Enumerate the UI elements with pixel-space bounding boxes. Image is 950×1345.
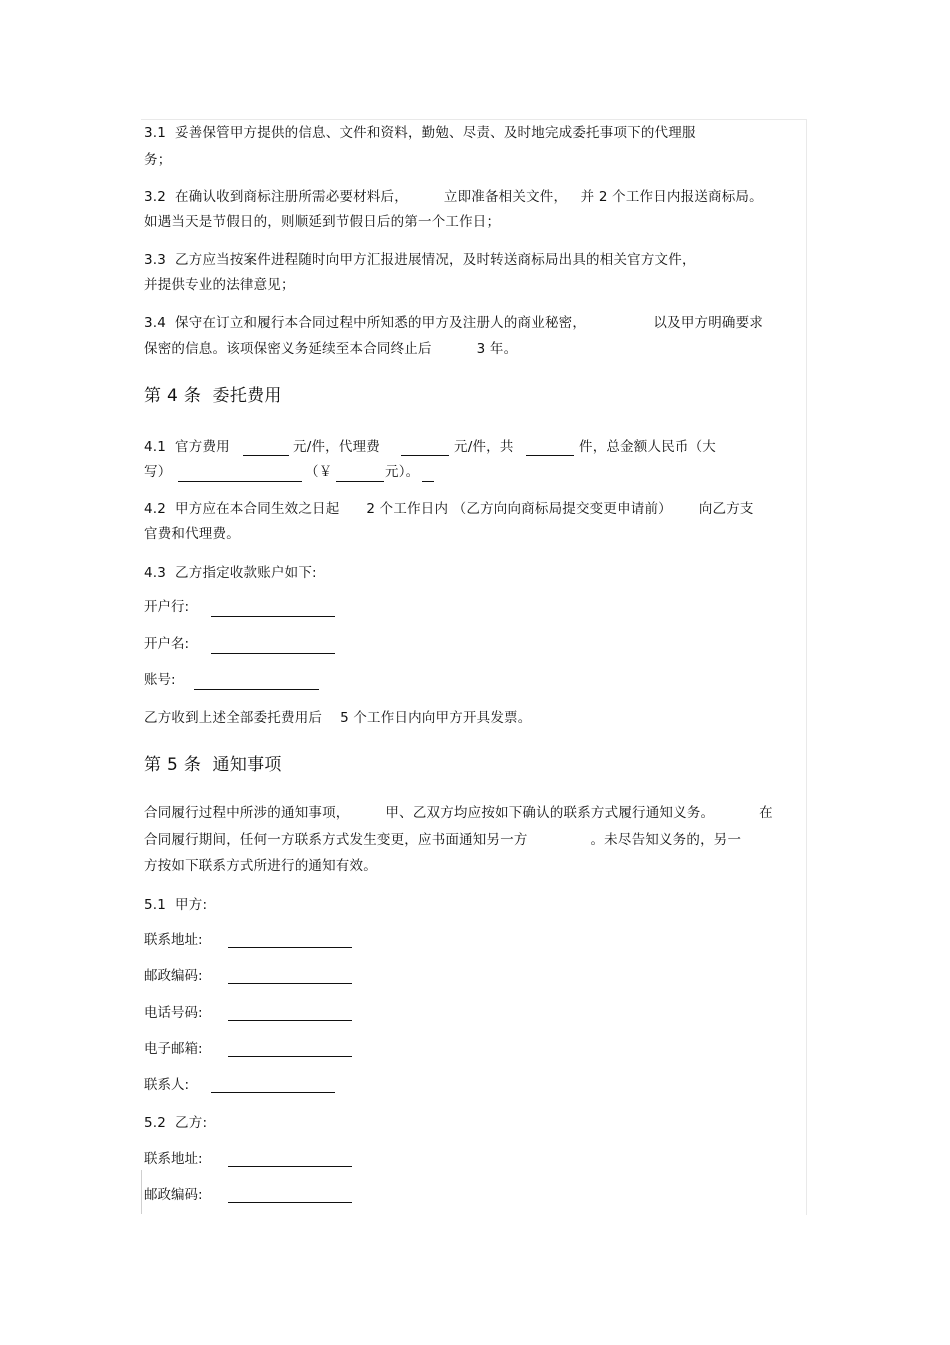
notice-intro-line-3: 方按如下联系方式所进行的通知有效。 xyxy=(144,858,377,874)
bank-label: 开户行: xyxy=(144,599,190,615)
clause-4-1-uppercase-label: 写） xyxy=(144,464,172,480)
account-number-blank[interactable] xyxy=(194,689,319,690)
official-fee-blank[interactable] xyxy=(243,455,289,456)
clause-3-2-line-1: 3.2 在确认收到商标注册所需必要材料后， 立即准备相关文件， 并 2 个工作日内报送商标局。 xyxy=(144,189,763,205)
account-name-label: 开户名: xyxy=(144,636,190,652)
clause-4-3: 4.3 乙方指定收款账户如下: xyxy=(144,565,317,581)
party-a-contact-blank[interactable] xyxy=(211,1092,335,1093)
party-a-phone-blank[interactable] xyxy=(228,1020,352,1021)
invoice-clause: 乙方收到上述全部委托费用后 5 个工作日内向甲方开具发票。 xyxy=(144,710,532,726)
total-number-blank[interactable] xyxy=(336,481,384,482)
party-a-email-label: 电子邮箱: xyxy=(144,1041,203,1057)
party-a-email-blank[interactable] xyxy=(228,1056,352,1057)
notice-intro-line-1: 合同履行过程中所涉的通知事项， 甲、乙双方均应按如下确认的联系方式履行通知义务。 在 xyxy=(144,805,773,821)
article-5-title: 第 5 条 通知事项 xyxy=(144,755,282,775)
bank-blank[interactable] xyxy=(211,616,335,617)
clause-4-1-agency-fee-label: 元/件，代理费 xyxy=(293,439,380,455)
clause-5-2-party-b: 5.2 乙方: xyxy=(144,1115,208,1131)
clause-4-2-line-1: 4.2 甲方应在本合同生效之日起 2 个工作日内 （乙方向向商标局提交变更申请前） 向乙方支 xyxy=(144,501,754,517)
clause-4-1-official-fee-label: 4.1 官方费用 xyxy=(144,439,230,455)
clause-3-3-line-2: 并提供专业的法律意见； xyxy=(144,277,295,293)
account-name-blank[interactable] xyxy=(211,653,335,654)
clause-3-3-line-1: 3.3 乙方应当按案件进程随时向甲方汇报进展情况，及时转送商标局出具的相关官方文件， xyxy=(144,252,696,268)
party-b-address-blank[interactable] xyxy=(228,1166,352,1167)
total-uppercase-blank[interactable] xyxy=(178,481,302,482)
clause-4-1-total-label: 件，总金额人民币（大 xyxy=(579,439,716,455)
party-b-postcode-label: 邮政编码: xyxy=(144,1187,203,1203)
clause-4-1-count-label: 元/件，共 xyxy=(454,439,514,455)
party-a-phone-label: 电话号码: xyxy=(144,1005,203,1021)
clause-3-1-line-2: 务； xyxy=(144,152,172,168)
clause-5-1-party-a: 5.1 甲方: xyxy=(144,897,208,913)
party-b-address-label: 联系地址: xyxy=(144,1151,203,1167)
clause-4-1-yuan-close: 元）。 xyxy=(385,464,420,480)
trailing-blank xyxy=(422,481,434,482)
party-a-address-blank[interactable] xyxy=(228,947,352,948)
agency-fee-blank[interactable] xyxy=(401,455,449,456)
count-blank[interactable] xyxy=(526,455,574,456)
party-a-postcode-label: 邮政编码: xyxy=(144,968,203,984)
notice-intro-line-2: 合同履行期间，任何一方联系方式发生变更，应书面通知另一方 。未尽告知义务的，另一 xyxy=(144,832,742,848)
article-4-title: 第 4 条 委托费用 xyxy=(144,386,282,406)
party-a-postcode-blank[interactable] xyxy=(228,983,352,984)
clause-3-4-line-2: 保密的信息。该项保密义务延续至本合同终止后 3 年。 xyxy=(144,341,518,357)
clause-4-1-yuan-symbol: （￥ xyxy=(305,464,333,480)
party-a-contact-label: 联系人: xyxy=(144,1077,190,1093)
clause-3-4-line-1: 3.4 保守在订立和履行本合同过程中所知悉的甲方及注册人的商业秘密， 以及甲方明确要求 xyxy=(144,315,764,331)
party-a-address-label: 联系地址: xyxy=(144,932,203,948)
clause-3-2-line-2: 如遇当天是节假日的，则顺延到节假日后的第一个工作日； xyxy=(144,214,501,230)
clause-3-1-line-1: 3.1 妥善保管甲方提供的信息、文件和资料，勤勉、尽责、及时地完成委托事项下的代理服 xyxy=(144,125,696,141)
account-number-label: 账号: xyxy=(144,672,176,688)
page-left-rule xyxy=(141,1170,142,1214)
clause-4-2-line-2: 官费和代理费。 xyxy=(144,526,240,542)
party-b-postcode-blank[interactable] xyxy=(228,1202,352,1203)
